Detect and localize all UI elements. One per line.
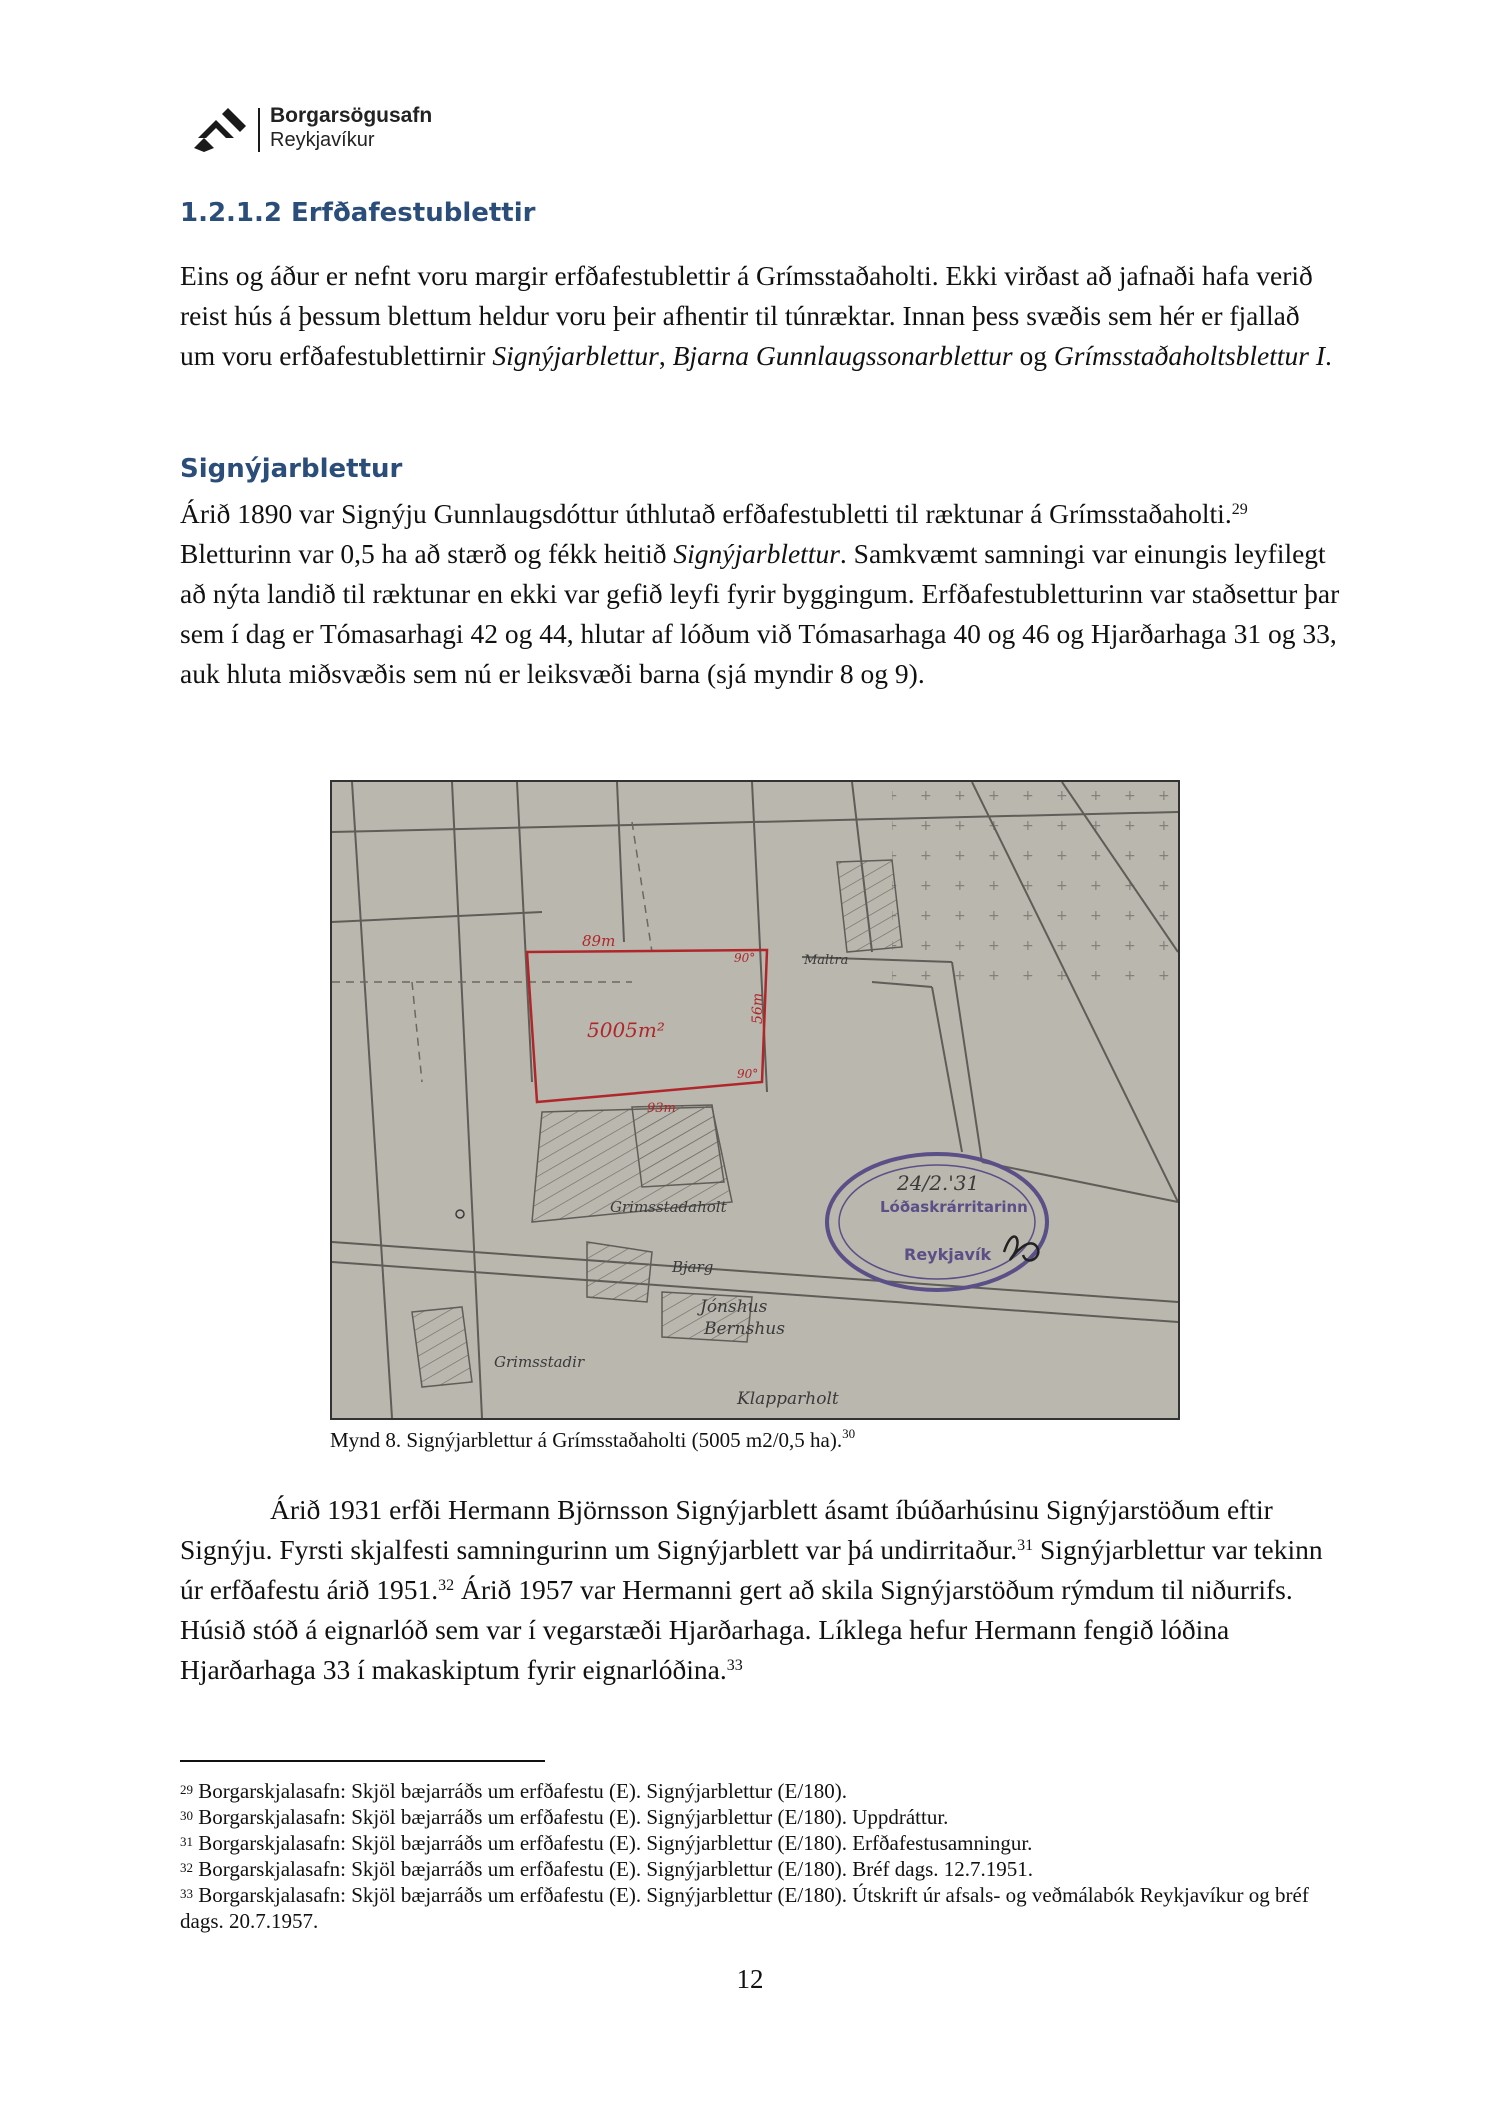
page-number: 12 xyxy=(736,1964,764,1994)
footnote xyxy=(180,1830,1340,1856)
map-label-angle-br: 90° xyxy=(737,1067,759,1081)
footnote-divider xyxy=(180,1760,545,1762)
hermann-text-a: Árið 1931 erfði Hermann Björnsson Signýjarblett ásamt íbúðarhúsinu Signýjarstöðum eftir Signýju. Fyrsti skjalfesti samningurinn um Signýjarblett var þá undirritaður. xyxy=(180,1494,1273,1565)
subsection-heading: Signýjarblettur xyxy=(180,454,403,484)
map-figure xyxy=(330,780,1180,1420)
map-label-grimsstadir: Grimsstadir xyxy=(494,1353,585,1371)
footnote xyxy=(180,1804,1340,1830)
footnote-text: Borgarskjalasafn: Skjöl bæjarráðs um erfðafestu (E). Signýjarblettur (E/180). Bréf dags. 12.7.1951. xyxy=(193,1857,1034,1881)
hermann-paragraph xyxy=(180,1490,1340,1690)
map-label-len-right: 56m xyxy=(750,992,766,1024)
map-label-angle-tr: 90° xyxy=(734,951,756,965)
footnote-ref[interactable]: 29 xyxy=(1231,501,1248,518)
map-label-bjarg: Bjarg xyxy=(672,1258,714,1276)
hermann-text-c: Árið 1957 var Hermanni gert að skila Signýjarstöðum rýmdum til niðurrifs. Húsið stóð á eignarlóð sem var í vegarstæði Hjarðarhaga. Líklega hefur Hermann fengið lóðina Hjarðarhaga 33 í makaskiptum fyrir eignarlóðina. xyxy=(180,1574,1293,1685)
intro-text-a: Eins og áður er nefnt voru margir erfðafestublettir á Grímsstaðaholti. Ekki virðast að jafnaði hafa verið reist hús á þessum blettum heldur voru þeir afhentir til túnræktar. Innan þess svæðis sem hér er fjallað um voru erfðafestublettirnir xyxy=(180,260,1313,371)
footnote xyxy=(180,1856,1340,1882)
stamp-bottom-text: Reykjavík xyxy=(904,1245,992,1264)
caption-text: Mynd 8. Signýjarblettur á Grímsstaðaholti (5005 m2/0,5 ha). xyxy=(330,1428,843,1452)
signy-text-c: . Samkvæmt samningi var einungis leyfilegt að nýta landið til ræktunar en ekki var gefið leyfi fyrir byggingum. Erfðafestubletturinn var staðsettur þar sem í dag er Tómasarhagi 42 og 44, hlutar af lóðum við Tómasarhaga 40 og 46 og Hjarðarhaga 31 og 33, auk hluta miðsvæðis sem nú er leiksvæði barna (sjá myndir 8 og 9). xyxy=(180,538,1340,689)
map-label-grimsstadaholt: Grimsstadaholt xyxy=(610,1198,727,1216)
hermann-text-b: Signýjarblettur var tekinn úr erfðafestu árið 1951. xyxy=(180,1534,1323,1605)
signy-text-a: Árið 1890 var Signýju Gunnlaugsdóttur úthlutað erfðafestubletti til ræktunar á Grímsstaðaholti. xyxy=(180,498,1232,529)
logo-subtitle: Reykjavíkur xyxy=(270,129,375,151)
map-label-klapparholt: Klapparholt xyxy=(737,1389,839,1409)
intro-italic-2: Bjarna Gunnlaugssonarblettur xyxy=(672,340,1013,371)
map-label-maltra: Maltra xyxy=(804,953,849,968)
intro-italic-3: Grímsstaðaholtsblettur I xyxy=(1053,340,1326,371)
footnotes xyxy=(180,1778,1340,1934)
footnote-text: Borgarskjalasafn: Skjöl bæjarráðs um erfðafestu (E). Signýjarblettur (E/180). Erfðafestusamningur. xyxy=(193,1831,1033,1855)
logo-mark-icon xyxy=(194,108,248,152)
footnote xyxy=(180,1778,1340,1804)
footnote-number: 30 xyxy=(180,1808,193,1823)
signy-text-b: Bletturinn var 0,5 ha að stærð og fékk heitið xyxy=(180,538,674,569)
logo-name: Borgarsögusafn xyxy=(270,104,433,127)
intro-text-d: . xyxy=(1325,340,1332,371)
footnote xyxy=(180,1882,1340,1934)
intro-paragraph xyxy=(180,256,1340,376)
stamp-date: 24/2.'31 xyxy=(897,1171,980,1195)
intro-text-c: og xyxy=(1012,340,1054,371)
map-label-bernshus: Bernshus xyxy=(704,1319,785,1339)
map-image xyxy=(332,782,1178,1418)
footnote-number: 29 xyxy=(180,1782,193,1797)
map-label-jonshus: Jónshus xyxy=(700,1297,768,1317)
footnote-ref[interactable]: 32 xyxy=(438,1577,455,1594)
stamp-top-text: Lóðaskrárritarinn xyxy=(880,1198,1028,1216)
map-label-len-top: 89m xyxy=(582,932,616,950)
logo-divider xyxy=(258,108,260,152)
map-label-area: 5005m² xyxy=(587,1018,665,1042)
signy-italic: Signýjarblettur xyxy=(673,538,840,569)
footnote-ref[interactable]: 31 xyxy=(1017,1537,1034,1554)
footnote-text: Borgarskjalasafn: Skjöl bæjarráðs um erfðafestu (E). Signýjarblettur (E/180). Uppdráttur. xyxy=(193,1805,949,1829)
footnote-number: 31 xyxy=(180,1834,193,1849)
footnote-ref[interactable]: 33 xyxy=(726,1657,743,1674)
footnote-text: Borgarskjalasafn: Skjöl bæjarráðs um erfðafestu (E). Signýjarblettur (E/180). Útskrift úr afsals- og veðmálabók Reykjavíkur og bréf dags. 20.7.1957. xyxy=(180,1883,1309,1933)
map-label-len-bottom: 93m xyxy=(647,1101,676,1116)
intro-italic-1: Signýjarblettur xyxy=(492,340,659,371)
figure-caption xyxy=(330,1428,855,1453)
section-heading: 1.2.1.2 Erfðafestublettir xyxy=(180,198,536,228)
intro-text-b: , xyxy=(658,340,673,371)
footnote-number: 32 xyxy=(180,1860,193,1875)
footnote-number: 33 xyxy=(180,1886,193,1901)
footnote-ref[interactable]: 30 xyxy=(842,1426,856,1441)
signy-paragraph xyxy=(180,494,1340,694)
footnote-text: Borgarskjalasafn: Skjöl bæjarráðs um erfðafestu (E). Signýjarblettur (E/180). xyxy=(193,1779,847,1803)
